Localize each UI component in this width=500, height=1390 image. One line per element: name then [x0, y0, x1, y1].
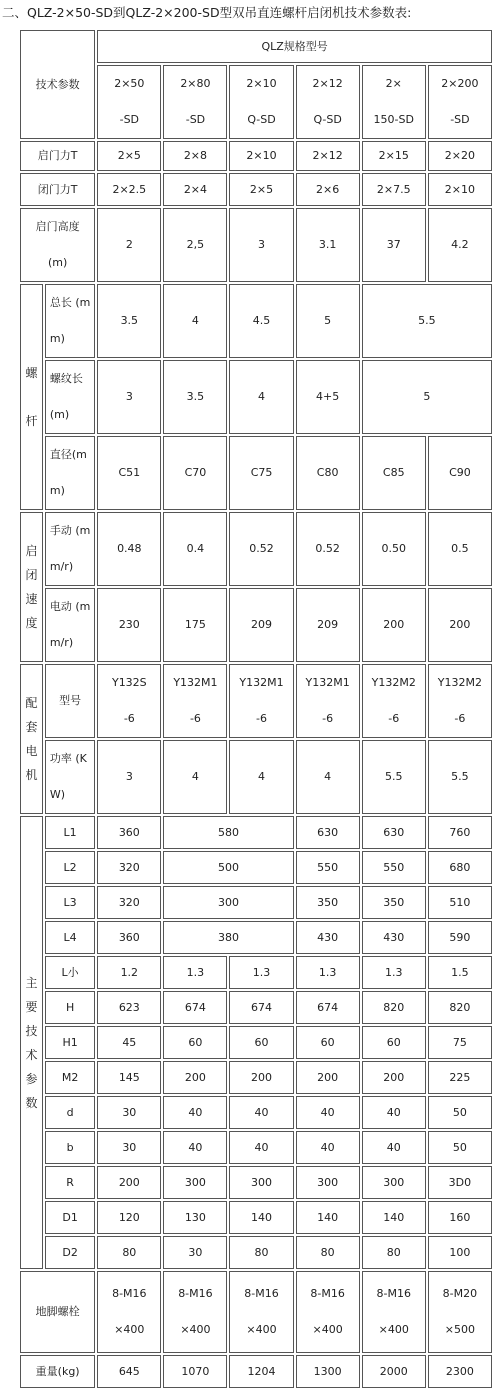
value-cell: 30 — [97, 1131, 161, 1164]
row-label: M2 — [45, 1061, 95, 1094]
value-cell: 2×12 — [296, 141, 360, 171]
spec-header: QLZ规格型号 — [97, 30, 492, 63]
row-label — [20, 208, 95, 282]
value-cell: 5.5 — [362, 284, 492, 358]
value-l1: Y132M2 — [437, 676, 483, 689]
model-l2: -SD — [450, 113, 470, 126]
value-cell: 0.48 — [97, 512, 161, 586]
value-cell: 300 — [163, 1166, 227, 1199]
value-cell: 550 — [362, 851, 426, 884]
value-cell: 2×7.5 — [362, 173, 426, 206]
value-cell: 80 — [97, 1236, 161, 1269]
value-cell: 0.52 — [296, 512, 360, 586]
value-cell — [296, 664, 360, 738]
value-cell: 3 — [229, 208, 293, 282]
value-cell — [428, 664, 492, 738]
value-cell: 5.5 — [428, 740, 492, 814]
value-l2: ×400 — [246, 1323, 277, 1336]
row-label: 重量(kg) — [20, 1355, 95, 1388]
value-l2: ×400 — [114, 1323, 145, 1336]
value-l2: -6 — [256, 712, 268, 725]
value-cell: 80 — [229, 1236, 293, 1269]
group-label-main-tech — [20, 816, 43, 1269]
value-cell: 60 — [362, 1026, 426, 1059]
row-label: 启门力T — [20, 141, 95, 171]
label-l1: 启门高度 — [35, 220, 80, 233]
value-cell: 60 — [296, 1026, 360, 1059]
value-l2: ×500 — [444, 1323, 476, 1336]
value-cell: 40 — [362, 1096, 426, 1129]
group-char: 启 — [25, 544, 38, 558]
value-cell: 40 — [296, 1096, 360, 1129]
model-l2: -SD — [119, 113, 140, 126]
model-l1: 2×10 — [246, 77, 277, 90]
value-cell — [428, 1271, 492, 1353]
spec-table — [18, 28, 494, 1390]
value-cell: 2×10 — [428, 173, 492, 206]
value-cell: 40 — [229, 1131, 293, 1164]
value-l1: Y132S — [111, 676, 147, 689]
row-label: L4 — [45, 921, 95, 954]
row-label — [45, 436, 95, 510]
value-cell: 1.3 — [229, 956, 293, 989]
value-cell: 590 — [428, 921, 492, 954]
value-cell: 1.3 — [163, 956, 227, 989]
value-l2: -6 — [189, 712, 201, 725]
value-cell: 674 — [229, 991, 293, 1024]
value-cell: 40 — [163, 1131, 227, 1164]
model-l1: 2×50 — [114, 77, 145, 90]
value-cell: 674 — [163, 991, 227, 1024]
group-char: 套 — [25, 720, 38, 734]
value-l2: -6 — [322, 712, 334, 725]
value-cell: C75 — [229, 436, 293, 510]
value-cell: 3 — [97, 740, 161, 814]
value-cell: 2 — [97, 208, 161, 282]
value-cell: 0.4 — [163, 512, 227, 586]
value-cell: 300 — [296, 1166, 360, 1199]
value-cell: 3.5 — [97, 284, 161, 358]
label-l2: (m) — [47, 256, 68, 269]
label-l2: W) — [49, 788, 66, 801]
value-cell: 200 — [362, 1061, 426, 1094]
value-cell — [229, 664, 293, 738]
value-cell: 360 — [97, 921, 161, 954]
value-cell: 380 — [163, 921, 293, 954]
label-l2: m/r) — [49, 636, 74, 649]
value-cell: 5 — [296, 284, 360, 358]
value-l2: ×400 — [180, 1323, 211, 1336]
value-cell: 209 — [296, 588, 360, 662]
value-l2: ×400 — [378, 1323, 409, 1336]
model-cell — [229, 65, 293, 139]
model-cell — [428, 65, 492, 139]
value-cell: 4 — [229, 740, 293, 814]
group-label-speed — [20, 512, 43, 662]
value-cell: 2×8 — [163, 141, 227, 171]
value-cell: 0.50 — [362, 512, 426, 586]
group-char: 术 — [25, 1047, 38, 1062]
model-cell — [362, 65, 426, 139]
value-cell: 350 — [296, 886, 360, 919]
group-char: 速 — [25, 592, 38, 606]
value-cell: 1.2 — [97, 956, 161, 989]
value-cell: 175 — [163, 588, 227, 662]
label-l1: 螺纹长 — [49, 372, 83, 385]
value-l1: Y132M2 — [371, 676, 416, 689]
value-cell: 630 — [296, 816, 360, 849]
label-l1: 直径(m — [49, 448, 87, 461]
value-cell: 4.5 — [229, 284, 293, 358]
value-cell: 2000 — [362, 1355, 426, 1388]
value-cell: 3.1 — [296, 208, 360, 282]
group-char: 闭 — [25, 568, 38, 582]
value-cell: 200 — [97, 1166, 161, 1199]
value-cell — [296, 1271, 360, 1353]
value-cell: 680 — [428, 851, 492, 884]
value-cell — [163, 1271, 227, 1353]
value-l1: 8-M16 — [178, 1287, 213, 1300]
value-cell: 130 — [163, 1201, 227, 1234]
row-label — [45, 588, 95, 662]
group-char: 要 — [25, 999, 38, 1014]
group-char: 参 — [25, 1071, 38, 1086]
value-cell: 37 — [362, 208, 426, 282]
value-cell: C51 — [97, 436, 161, 510]
row-label: L小 — [45, 956, 95, 989]
group-label-motor — [20, 664, 43, 814]
value-cell: 4 — [296, 740, 360, 814]
value-cell: 430 — [362, 921, 426, 954]
value-cell: 2300 — [428, 1355, 492, 1388]
value-l1: 8-M16 — [244, 1287, 279, 1300]
value-cell: 45 — [97, 1026, 161, 1059]
value-cell: C85 — [362, 436, 426, 510]
value-cell: 350 — [362, 886, 426, 919]
row-label: D1 — [45, 1201, 95, 1234]
value-cell: 200 — [362, 588, 426, 662]
value-cell: 1070 — [163, 1355, 227, 1388]
group-label-screw — [20, 284, 43, 510]
row-label: R — [45, 1166, 95, 1199]
row-label: L3 — [45, 886, 95, 919]
label-l1: 总长 (m — [49, 296, 91, 309]
label-l2: m) — [49, 332, 65, 345]
group-char: 机 — [25, 768, 38, 782]
group-char: 杆 — [25, 414, 38, 428]
value-cell: 510 — [428, 886, 492, 919]
group-char: 数 — [25, 1095, 38, 1110]
model-l2: -SD — [185, 113, 206, 126]
value-cell: 580 — [163, 816, 293, 849]
value-cell: 0.5 — [428, 512, 492, 586]
value-cell: 230 — [97, 588, 161, 662]
value-cell: 2×2.5 — [97, 173, 161, 206]
value-cell: 40 — [229, 1096, 293, 1129]
row-label: L1 — [45, 816, 95, 849]
row-label: 闭门力T — [20, 173, 95, 206]
value-cell: 2,5 — [163, 208, 227, 282]
model-l1: 2× — [385, 77, 402, 90]
value-cell: 80 — [296, 1236, 360, 1269]
value-cell: 1.5 — [428, 956, 492, 989]
value-cell: 100 — [428, 1236, 492, 1269]
value-cell: C90 — [428, 436, 492, 510]
value-cell: 4 — [163, 284, 227, 358]
row-label — [45, 284, 95, 358]
value-cell: 4.2 — [428, 208, 492, 282]
value-cell: 300 — [229, 1166, 293, 1199]
group-char: 电 — [25, 744, 38, 758]
value-cell: 0.52 — [229, 512, 293, 586]
value-cell: 30 — [97, 1096, 161, 1129]
page-title: 二、QLZ-2×50-SD到QLZ-2×200-SD型双吊直连螺杆启闭机技术参数表: — [2, 5, 412, 20]
value-cell: 3D0 — [428, 1166, 492, 1199]
model-l2: 150-SD — [373, 113, 414, 126]
value-cell: 140 — [296, 1201, 360, 1234]
group-char: 螺 — [25, 366, 38, 380]
value-l1: 8-M16 — [376, 1287, 411, 1300]
label-l2: m) — [49, 484, 65, 497]
row-label: D2 — [45, 1236, 95, 1269]
row-label: b — [45, 1131, 95, 1164]
value-cell: 820 — [428, 991, 492, 1024]
value-cell — [97, 1271, 161, 1353]
value-cell: 50 — [428, 1096, 492, 1129]
value-cell: 145 — [97, 1061, 161, 1094]
row-label — [45, 360, 95, 434]
value-l1: 8-M16 — [112, 1287, 147, 1300]
model-cell — [97, 65, 161, 139]
value-cell: 75 — [428, 1026, 492, 1059]
value-l1: 8-M20 — [442, 1287, 478, 1300]
value-cell: 1.3 — [296, 956, 360, 989]
group-char: 主 — [25, 975, 38, 990]
value-cell: 120 — [97, 1201, 161, 1234]
value-cell: 200 — [229, 1061, 293, 1094]
value-l2: -6 — [454, 712, 466, 725]
value-cell: 760 — [428, 816, 492, 849]
value-cell: 40 — [163, 1096, 227, 1129]
value-cell: 630 — [362, 816, 426, 849]
value-cell: 3 — [97, 360, 161, 434]
value-cell: 200 — [428, 588, 492, 662]
value-cell: 430 — [296, 921, 360, 954]
value-l2: -6 — [388, 712, 400, 725]
value-cell: 3.5 — [163, 360, 227, 434]
value-cell: 550 — [296, 851, 360, 884]
value-cell: 5 — [362, 360, 492, 434]
label-l2: m/r) — [49, 560, 74, 573]
value-cell: 50 — [428, 1131, 492, 1164]
value-cell — [97, 664, 161, 738]
value-cell: 4 — [229, 360, 293, 434]
value-cell: 820 — [362, 991, 426, 1024]
group-char: 配 — [25, 696, 38, 710]
value-cell: 674 — [296, 991, 360, 1024]
value-cell: 2×4 — [163, 173, 227, 206]
value-cell: 320 — [97, 886, 161, 919]
value-cell: 5.5 — [362, 740, 426, 814]
model-cell — [296, 65, 360, 139]
value-cell: 30 — [163, 1236, 227, 1269]
value-cell: 623 — [97, 991, 161, 1024]
label-l1: 电动 (m — [49, 600, 91, 613]
value-cell: 160 — [428, 1201, 492, 1234]
value-l2: ×400 — [312, 1323, 343, 1336]
value-cell: 2×10 — [229, 141, 293, 171]
row-label: 型号 — [45, 664, 95, 738]
value-cell: 2×5 — [229, 173, 293, 206]
group-char: 度 — [25, 616, 38, 630]
row-label: L2 — [45, 851, 95, 884]
model-l1: 2×80 — [180, 77, 211, 90]
row-label: 地脚螺栓 — [20, 1271, 95, 1353]
value-l1: 8-M16 — [310, 1287, 345, 1300]
value-cell: 320 — [97, 851, 161, 884]
row-label — [45, 740, 95, 814]
value-cell: 40 — [362, 1131, 426, 1164]
value-cell: 140 — [362, 1201, 426, 1234]
model-l2: Q-SD — [313, 113, 342, 126]
value-cell: 60 — [163, 1026, 227, 1059]
value-cell: 2×6 — [296, 173, 360, 206]
label-l1: 功率 (K — [49, 752, 87, 765]
value-cell: C70 — [163, 436, 227, 510]
value-cell: 2×5 — [97, 141, 161, 171]
row-label — [45, 512, 95, 586]
label-l1: 手动 (m — [49, 524, 91, 537]
model-cell — [163, 65, 227, 139]
row-label: d — [45, 1096, 95, 1129]
value-l1: Y132M1 — [305, 676, 350, 689]
value-cell: 1204 — [229, 1355, 293, 1388]
value-cell: 80 — [362, 1236, 426, 1269]
value-cell — [362, 1271, 426, 1353]
group-char: 技 — [25, 1023, 38, 1038]
value-l1: Y132M1 — [173, 676, 218, 689]
value-cell — [163, 664, 227, 738]
value-cell: 645 — [97, 1355, 161, 1388]
value-cell: C80 — [296, 436, 360, 510]
value-cell: 200 — [163, 1061, 227, 1094]
value-cell: 300 — [362, 1166, 426, 1199]
param-header: 技术参数 — [20, 30, 95, 139]
model-l1: 2×12 — [312, 77, 343, 90]
value-cell: 500 — [163, 851, 293, 884]
model-l1: 2×200 — [441, 77, 479, 90]
value-cell: 2×20 — [428, 141, 492, 171]
value-cell: 2×15 — [362, 141, 426, 171]
value-cell: 1300 — [296, 1355, 360, 1388]
value-cell: 4 — [163, 740, 227, 814]
value-cell: 200 — [296, 1061, 360, 1094]
value-l1: Y132M1 — [239, 676, 284, 689]
model-l2: Q-SD — [247, 113, 276, 126]
value-cell: 300 — [163, 886, 293, 919]
value-cell: 360 — [97, 816, 161, 849]
value-cell: 4+5 — [296, 360, 360, 434]
value-cell: 225 — [428, 1061, 492, 1094]
value-cell: 60 — [229, 1026, 293, 1059]
value-cell — [229, 1271, 293, 1353]
value-cell — [362, 664, 426, 738]
value-cell: 40 — [296, 1131, 360, 1164]
value-cell: 209 — [229, 588, 293, 662]
value-cell: 1.3 — [362, 956, 426, 989]
value-l2: -6 — [123, 712, 135, 725]
label-l2: (m) — [49, 408, 70, 421]
row-label: H — [45, 991, 95, 1024]
row-label: H1 — [45, 1026, 95, 1059]
value-cell: 140 — [229, 1201, 293, 1234]
